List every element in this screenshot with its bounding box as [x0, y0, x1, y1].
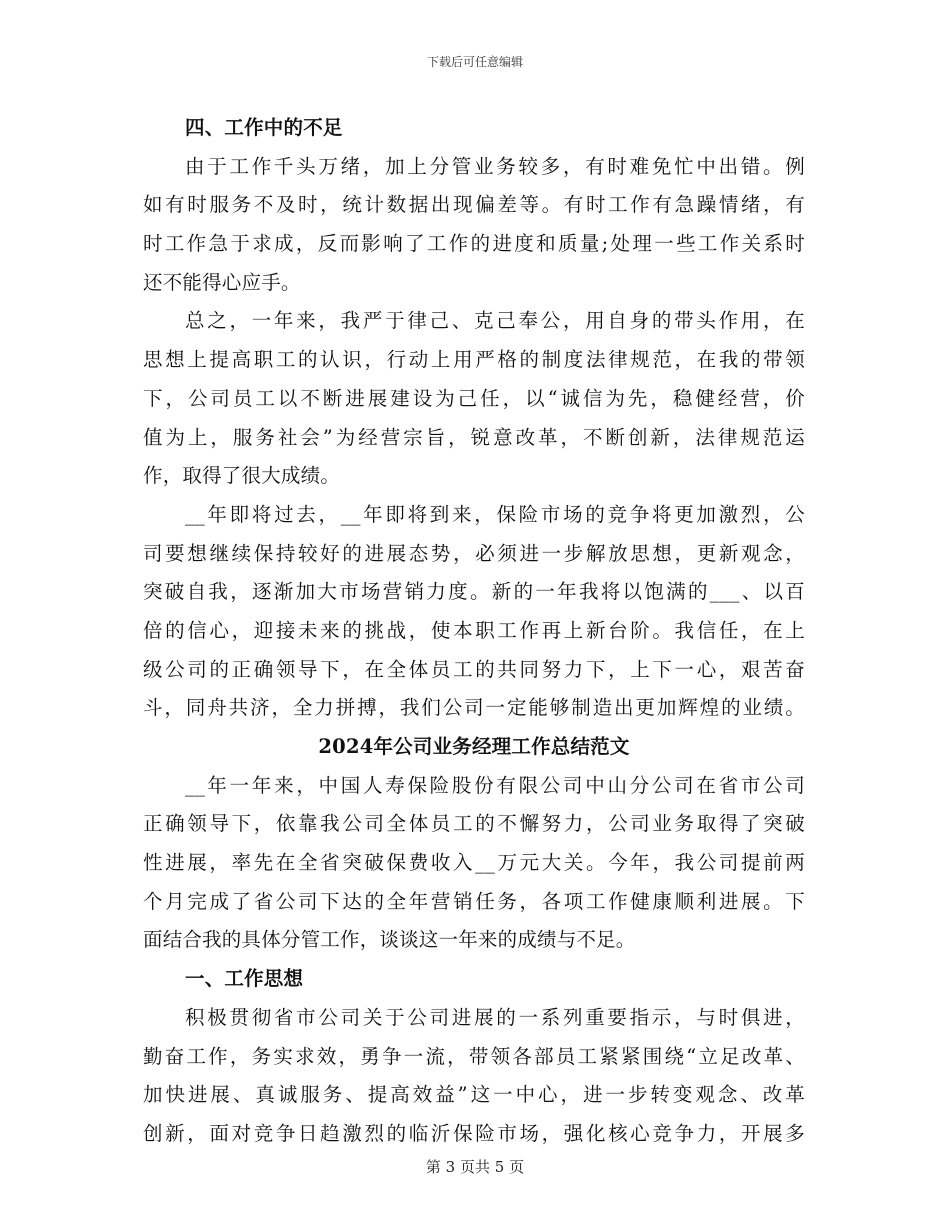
paragraph-line: 面结合我的具体分管工作，谈谈这一年来的成绩与不足。: [143, 928, 636, 952]
page-footer: 第 3 页共 5 页: [425, 1158, 525, 1176]
paragraph-line: 值为上，服务社会”为经营宗旨，锐意改革，不断创新，法律规范运: [143, 425, 805, 449]
paragraph-line: 由于工作千头万绪，加上分管业务较多，有时难免忙中出错。例: [185, 154, 805, 178]
paragraph-line: 总之，一年来，我严于律己、克己奉公，用自身的带头作用，在: [185, 309, 805, 333]
document-body: [143, 109, 805, 1154]
paragraph-line: 时工作急于求成，反而影响了工作的进度和质量;处理一些工作关系时: [143, 232, 805, 256]
page-header: 下载后可任意编辑: [426, 55, 523, 69]
paragraph-line: 个月完成了省公司下达的全年营销任务，各项工作健康顺利进展。下: [143, 889, 805, 913]
paragraph-line: 司要想继续保持较好的进展态势，必须进一步解放思想，更新观念，: [143, 541, 805, 565]
paragraph-line: 作，取得了很大成绩。: [143, 464, 341, 488]
section-heading: 一、工作思想: [185, 967, 304, 991]
paragraph-line: 如有时服务不及时，统计数据出现偏差等。有时工作有急躁情绪，有: [143, 193, 805, 217]
paragraph-line: 性进展，率先在全省突破保费收入__万元大关。今年，我公司提前两: [143, 851, 805, 875]
paragraph-line: 级公司的正确领导下，在全体员工的共同努力下，上下一心，艰苦奋: [143, 657, 805, 681]
paragraph-line: 正确领导下，依靠我公司全体员工的不懈努力，公司业务取得了突破: [143, 812, 805, 836]
paragraph-line: 倍的信心，迎接未来的挑战，使本职工作再上新台阶。我信任，在上: [143, 618, 805, 642]
paragraph-line: 下，公司员工以不断进展建设为己任，以“诚信为先，稳健经营，价: [143, 386, 805, 410]
paragraph-line: 积极贯彻省市公司关于公司进展的一系列重要指示，与时俱进，: [185, 1005, 805, 1029]
paragraph-line: 还不能得心应手。: [143, 270, 301, 294]
paragraph-line: 突破自我，逐渐加大市场营销力度。新的一年我将以饱满的___、以百: [143, 580, 805, 604]
paragraph-line: 创新，面对竞争日趋激烈的临沂保险市场，强化核心竞争力，开展多: [143, 1121, 805, 1145]
paragraph-line: 加快进展、真诚服务、提高效益”这一中心，进一步转变观念、改革: [143, 1083, 805, 1107]
paragraph-line: 思想上提高职工的认识，行动上用严格的制度法律规范，在我的带领: [143, 348, 805, 372]
paragraph-line: 勤奋工作，务实求效，勇争一流，带领各部员工紧紧围绕“立足改革、: [143, 1044, 805, 1068]
section-title: 2024年公司业务经理工作总结范文: [318, 735, 630, 758]
paragraph-line: 斗，同舟共济，全力拼搏，我们公司一定能够制造出更加辉煌的业绩。: [143, 696, 805, 720]
paragraph-line: __年即将过去，__年即将到来，保险市场的竞争将更加激烈，公: [185, 502, 805, 526]
paragraph-line: __年一年来，中国人寿保险股份有限公司中山分公司在省市公司: [185, 773, 805, 797]
section-heading: 四、工作中的不足: [185, 116, 343, 139]
